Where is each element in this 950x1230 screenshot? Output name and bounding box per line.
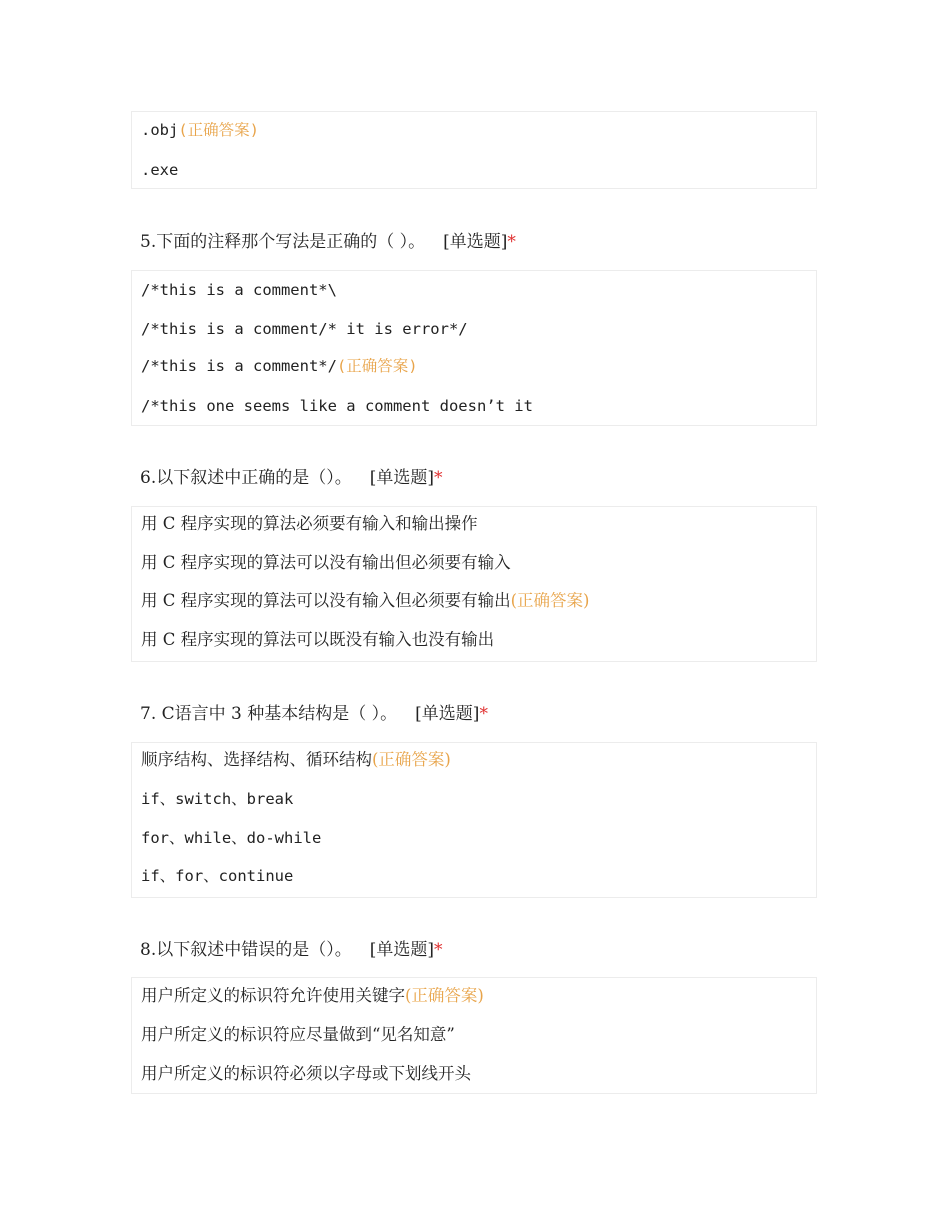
q6-title: 6.以下叙述中正确的是（）。 [单选题]* [140,468,443,488]
q6-option-3: 用 C 程序实现的算法可以没有输入但必须要有输出(正确答案) [141,591,590,610]
question-type-tag: [单选题] [415,704,480,724]
q5-title: 5.下面的注释那个写法是正确的（ ）。 [单选题]* [140,232,516,252]
required-mark: * [434,468,443,488]
q7-option-3: for、while、do-while [141,829,322,847]
q7-option-2: if、switch、break [141,790,294,808]
correct-answer-mark: (正确答案) [372,750,451,769]
q4-option-1: .obj(正确答案) [141,121,259,139]
required-mark: * [479,704,488,724]
q5-option-3: /*this is a comment*/(正确答案) [141,357,418,375]
correct-answer-mark: (正确答案) [336,357,418,375]
q6-option-4: 用 C 程序实现的算法可以既没有输入也没有输出 [141,630,495,649]
q7-option-1: 顺序结构、选择结构、循环结构(正确答案) [141,750,451,769]
q5-option-1: /*this is a comment*\ [141,281,337,299]
q4-option-2: .exe [141,161,179,179]
q6-option-1: 用 C 程序实现的算法必须要有输入和输出操作 [141,514,478,533]
q8-option-1: 用户所定义的标识符允许使用关键字(正确答案) [141,986,484,1005]
q8-option-3: 用户所定义的标识符必须以字母或下划线开头 [141,1064,471,1083]
q7-option-4: if、for、continue [141,867,294,885]
question-type-tag: [单选题] [369,468,434,488]
question-type-tag: [单选题] [443,232,508,252]
q6-option-2: 用 C 程序实现的算法可以没有输出但必须要有输入 [141,553,511,572]
correct-answer-mark: (正确答案) [178,121,259,139]
q5-option-2: /*this is a comment/* it is error*/ [141,320,468,338]
required-mark: * [434,940,443,960]
q5-option-4: /*this one seems like a comment doesn’t it [141,397,533,415]
q8-options-box [131,977,817,1094]
q5-options-box [131,270,817,426]
question-type-tag: [单选题] [369,940,434,960]
q8-title: 8.以下叙述中错误的是（）。 [单选题]* [140,940,443,960]
correct-answer-mark: (正确答案) [405,986,484,1005]
correct-answer-mark: (正确答案) [510,591,590,610]
q7-title: 7. C语言中 3 种基本结构是（ ）。 [单选题]* [140,704,488,724]
q6-options-box [131,506,817,662]
q7-options-box [131,742,817,898]
q8-option-2: 用户所定义的标识符应尽量做到“见名知意” [141,1025,455,1044]
required-mark: * [507,232,516,252]
q4-options-box [131,111,817,189]
